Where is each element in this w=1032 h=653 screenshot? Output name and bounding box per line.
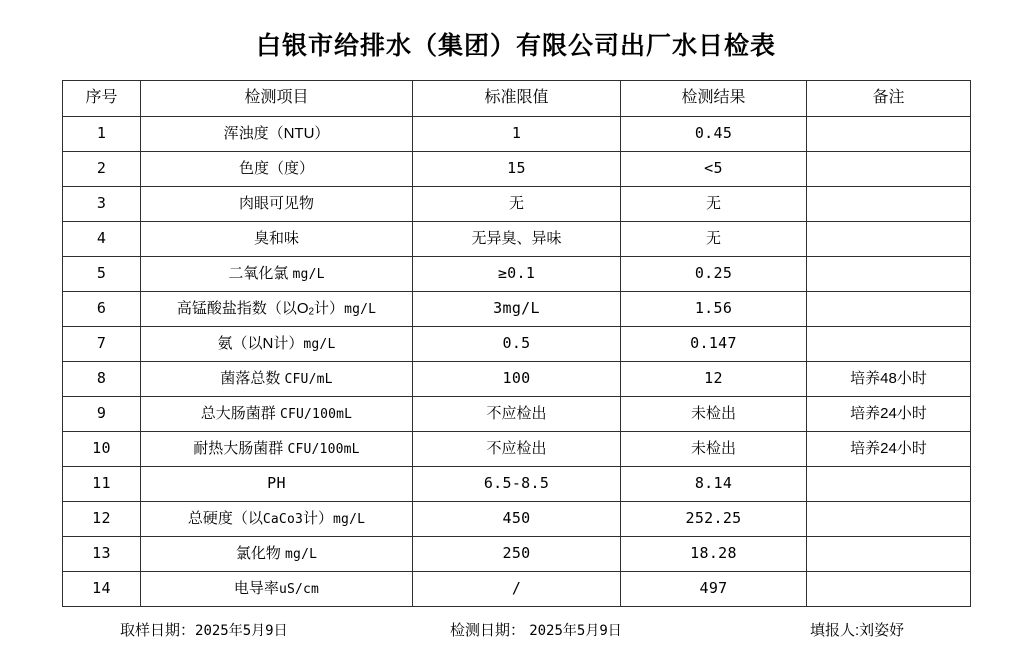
column-header-no: 序号 bbox=[63, 81, 141, 117]
reporter-name: 刘姿妤 bbox=[859, 622, 905, 639]
cell-result: 0.147 bbox=[621, 327, 807, 362]
cell-no: 5 bbox=[63, 257, 141, 292]
table-row bbox=[63, 432, 971, 467]
cell-note: 培养48小时 bbox=[807, 362, 971, 397]
table-header-row bbox=[63, 81, 971, 117]
cell-no: 6 bbox=[63, 292, 141, 327]
page-title: 白银市给排水（集团）有限公司出厂水日检表 bbox=[255, 32, 776, 60]
cell-note bbox=[807, 327, 971, 362]
cell-no: 8 bbox=[63, 362, 141, 397]
sampling-date-block bbox=[62, 619, 450, 640]
cell-std: 1 bbox=[413, 117, 621, 152]
cell-no: 11 bbox=[63, 467, 141, 502]
cell-no: 7 bbox=[63, 327, 141, 362]
footer-row bbox=[0, 607, 1032, 640]
cell-std: 15 bbox=[413, 152, 621, 187]
cell-item: 氯化物 mg/L bbox=[141, 537, 413, 572]
cell-result: 未检出 bbox=[621, 397, 807, 432]
cell-item: 总硬度（以CaCo3计）mg/L bbox=[141, 502, 413, 537]
cell-no: 2 bbox=[63, 152, 141, 187]
cell-result: 0.45 bbox=[621, 117, 807, 152]
cell-item: 氨（以N计）mg/L bbox=[141, 327, 413, 362]
table-row bbox=[63, 537, 971, 572]
cell-note: 培养24小时 bbox=[807, 397, 971, 432]
table-row bbox=[63, 502, 971, 537]
table-row bbox=[63, 397, 971, 432]
column-header-item: 检测项目 bbox=[141, 81, 413, 117]
cell-note bbox=[807, 222, 971, 257]
cell-item: 总大肠菌群 CFU/100mL bbox=[141, 397, 413, 432]
table-row bbox=[63, 572, 971, 607]
table-row bbox=[63, 362, 971, 397]
column-header-note: 备注 bbox=[807, 81, 971, 117]
cell-std: ≥0.1 bbox=[413, 257, 621, 292]
cell-std: 100 bbox=[413, 362, 621, 397]
cell-std: 450 bbox=[413, 502, 621, 537]
cell-no: 3 bbox=[63, 187, 141, 222]
cell-result: 无 bbox=[621, 187, 807, 222]
cell-no: 12 bbox=[63, 502, 141, 537]
cell-std: 6.5-8.5 bbox=[413, 467, 621, 502]
column-header-std: 标准限值 bbox=[413, 81, 621, 117]
column-header-result: 检测结果 bbox=[621, 81, 807, 117]
cell-std: 0.5 bbox=[413, 327, 621, 362]
cell-std: 无 bbox=[413, 187, 621, 222]
cell-result: 无 bbox=[621, 222, 807, 257]
cell-item: 肉眼可见物 bbox=[141, 187, 413, 222]
report-table-container bbox=[0, 80, 1032, 607]
cell-result: 18.28 bbox=[621, 537, 807, 572]
cell-note bbox=[807, 502, 971, 537]
cell-result: 12 bbox=[621, 362, 807, 397]
table-row bbox=[63, 257, 971, 292]
cell-no: 14 bbox=[63, 572, 141, 607]
cell-no: 4 bbox=[63, 222, 141, 257]
cell-item: 高锰酸盐指数（以O2计）mg/L bbox=[141, 292, 413, 327]
table-row bbox=[63, 327, 971, 362]
cell-note bbox=[807, 257, 971, 292]
cell-item: 臭和味 bbox=[141, 222, 413, 257]
cell-note bbox=[807, 117, 971, 152]
cell-note bbox=[807, 187, 971, 222]
cell-note bbox=[807, 467, 971, 502]
testing-date-label: 检测日期： bbox=[450, 622, 526, 639]
cell-result: 0.25 bbox=[621, 257, 807, 292]
cell-no: 13 bbox=[63, 537, 141, 572]
table-row bbox=[63, 467, 971, 502]
table-row bbox=[63, 187, 971, 222]
cell-std: 无异臭、异味 bbox=[413, 222, 621, 257]
cell-note bbox=[807, 537, 971, 572]
table-body bbox=[63, 81, 971, 607]
cell-note bbox=[807, 572, 971, 607]
cell-item: 浑浊度（NTU） bbox=[141, 117, 413, 152]
cell-item: 二氧化氯 mg/L bbox=[141, 257, 413, 292]
cell-result: <5 bbox=[621, 152, 807, 187]
cell-note bbox=[807, 292, 971, 327]
cell-std: / bbox=[413, 572, 621, 607]
sampling-date-label: 取样日期： bbox=[120, 622, 196, 639]
cell-item: 菌落总数 CFU/mL bbox=[141, 362, 413, 397]
cell-no: 1 bbox=[63, 117, 141, 152]
cell-item: 耐热大肠菌群 CFU/100mL bbox=[141, 432, 413, 467]
sampling-date-value: 2025年5月9日 bbox=[195, 623, 288, 639]
cell-note bbox=[807, 152, 971, 187]
table-row bbox=[63, 117, 971, 152]
table-row bbox=[63, 152, 971, 187]
cell-no: 10 bbox=[63, 432, 141, 467]
reporter-block bbox=[800, 619, 970, 640]
cell-std: 不应检出 bbox=[413, 432, 621, 467]
reporter-label: 填报人: bbox=[810, 622, 860, 639]
cell-result: 1.56 bbox=[621, 292, 807, 327]
testing-date-value: 2025年5月9日 bbox=[529, 623, 622, 639]
cell-result: 未检出 bbox=[621, 432, 807, 467]
table-row bbox=[63, 292, 971, 327]
cell-result: 8.14 bbox=[621, 467, 807, 502]
cell-std: 3mg/L bbox=[413, 292, 621, 327]
water-quality-table bbox=[62, 80, 971, 607]
cell-note: 培养24小时 bbox=[807, 432, 971, 467]
cell-std: 250 bbox=[413, 537, 621, 572]
cell-result: 497 bbox=[621, 572, 807, 607]
table-row bbox=[63, 222, 971, 257]
cell-std: 不应检出 bbox=[413, 397, 621, 432]
cell-item: PH bbox=[141, 467, 413, 502]
cell-item: 色度（度） bbox=[141, 152, 413, 187]
cell-no: 9 bbox=[63, 397, 141, 432]
testing-date-block bbox=[450, 619, 800, 640]
cell-result: 252.25 bbox=[621, 502, 807, 537]
cell-item: 电导率uS/cm bbox=[141, 572, 413, 607]
